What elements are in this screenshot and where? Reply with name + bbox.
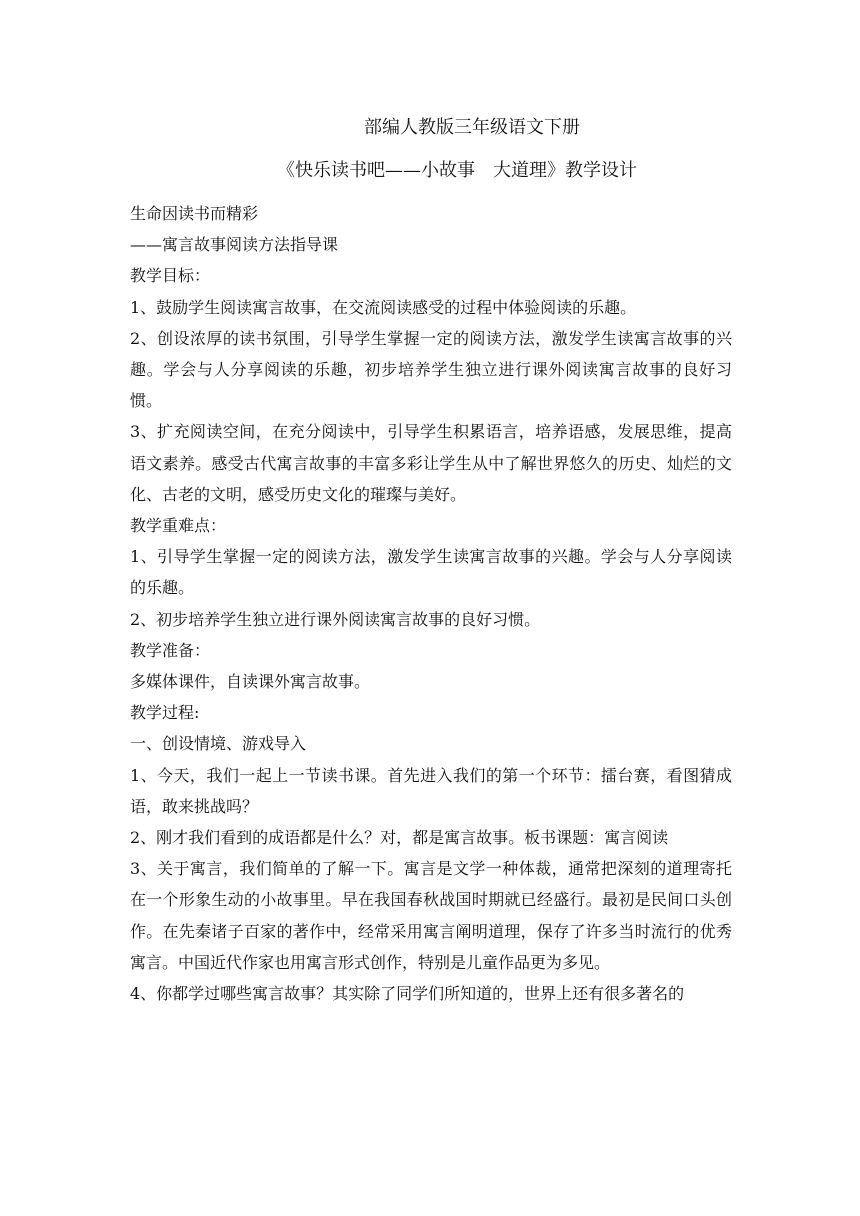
document-body [130,198,732,1009]
paragraph-step-2: 2、刚才我们看到的成语都是什么？对，都是寓言故事。板书课题：寓言阅读 [130,828,669,848]
paragraph-step-3: 3、关于寓言，我们简单的了解一下。寓言是文学一种体裁，通常把深刻的道理寄托在一个形象生动的小故事里。早在我国春秋战国时期就已经盛行。最初是民间口头创作。在先秦诸子百家的著作中，经常采用寓言阐明道理，保存了许多当时流行的优秀寓言。中国近代作家也用寓言形式创作，特别是儿童作品更为多见。 [130,859,732,972]
paragraph-key-point-2: 2、初步培养学生独立进行课外阅读寓言故事的良好习惯。 [130,609,541,629]
document-subtitle: 《快乐读书吧——小故事 大道理》教学设计 [277,160,637,181]
heading-process: 教学过程: [130,703,200,723]
paragraph-preparation: 多媒体课件，自读课外寓言故事。 [130,672,371,692]
paragraph-key-point-1: 1、引导学生掌握一定的阅读方法，激发学生读寓言故事的兴趣。学会与人分享阅读的乐趣。 [130,547,732,598]
document-title: 部编人教版三年级语文下册 [364,117,580,138]
paragraph-theme: 生命因读书而精彩 [130,204,259,223]
paragraph-goal-1: 1、鼓励学生阅读寓言故事，在交流阅读感受的过程中体验阅读的乐趣。 [130,297,637,317]
paragraph-lesson-type: ——寓言故事阅读方法指导课 [130,235,339,255]
heading-key-points: 教学重难点： [130,516,227,536]
paragraph-goal-2: 2、创设浓厚的读书氛围，引导学生掌握一定的阅读方法，激发学生读寓言故事的兴趣。学会与人分享阅读的乐趣，初步培养学生独立进行课外阅读寓言故事的良好习惯。 [130,328,732,411]
paragraph-step-4: 4、你都学过哪些寓言故事？其实除了同学们所知道的，世界上还有很多著名的 [130,984,685,1004]
paragraph-goal-3: 3、扩充阅读空间，在充分阅读中，引导学生积累语言，培养语感，发展思维，提高语文素养。感受古代寓言故事的丰富多彩让学生从中了解世界悠久的历史、灿烂的文化、古老的文明，感受历史文化的璀璨与美好。 [130,422,732,504]
heading-teaching-goals: 教学目标： [130,266,211,286]
paragraph-step-1: 1、今天，我们一起上一节读书课。首先进入我们的第一个环节：擂台赛，看图猜成语，敢来挑战吗？ [130,765,732,816]
heading-preparation: 教学准备： [130,640,211,660]
heading-section-1: 一、创设情境、游戏导入 [130,734,307,754]
